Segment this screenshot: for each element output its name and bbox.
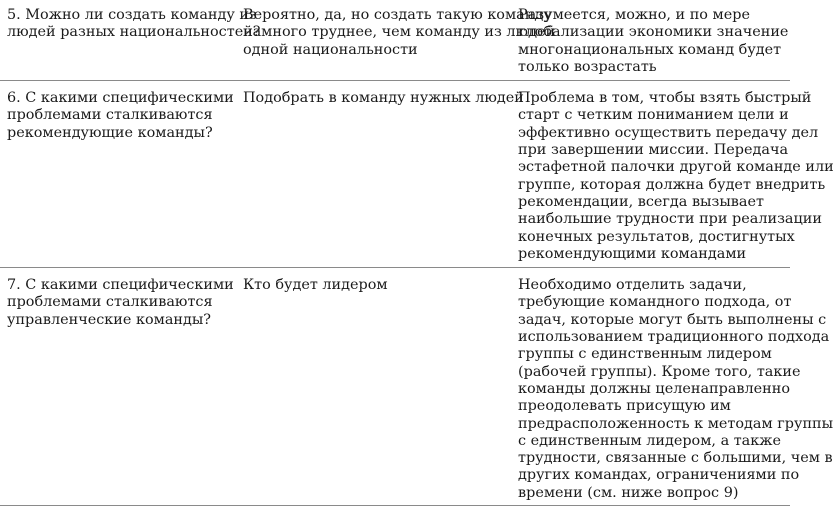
comment-line: других командах, ограничениями по: [518, 467, 800, 484]
table-row: [0, 0, 790, 81]
question-line: проблемами сталкиваются: [7, 107, 213, 124]
comment-cell: [513, 268, 834, 506]
question-line: рекомендующие команды?: [7, 124, 213, 141]
question-cell: [0, 0, 261, 81]
short-answer-line: намного труднее, чем команду из людей: [243, 24, 556, 41]
question-line: 6. С какими специфическими: [7, 90, 234, 107]
short-answer-cell: [237, 268, 513, 506]
comment-line: группе, которая должна будет внедрить: [518, 176, 826, 193]
question-line: управленческие команды?: [7, 311, 212, 328]
comment-line: эстафетной палочки другой команде или: [518, 159, 834, 176]
comment-cell: [513, 81, 834, 268]
comment-line: времени (см. ниже вопрос 9): [518, 484, 739, 501]
comment-line: многонациональных команд будет: [518, 41, 782, 58]
comment-line: рекомендации, всегда вызывает: [518, 193, 764, 210]
short-answer-line: одной национальности: [243, 41, 418, 58]
short-answer-cell: [237, 81, 524, 268]
question-cell: [0, 81, 237, 268]
comment-line: требующие командного подхода, от: [518, 294, 792, 311]
comment-line: преодолевать присущую им: [518, 398, 731, 415]
comment-line: команды должны целенаправленно: [518, 380, 791, 397]
question-line: 7. С какими специфическими: [7, 277, 234, 294]
comment-cell: [513, 0, 790, 81]
comment-line: только возрастать: [518, 58, 657, 75]
comment-line: трудности, связанные с большими, чем в: [518, 450, 833, 467]
comment-line: использованием традиционного подхода: [518, 329, 830, 346]
question-cell: [0, 268, 237, 506]
comment-line: с единственным лидером, а также: [518, 432, 782, 449]
comment-line: эффективно осуществить передачу дел: [518, 124, 819, 141]
comment-line: рекомендующими командами: [518, 245, 747, 262]
short-answer-line: Подобрать в команду нужных людей: [243, 90, 524, 107]
comment-line: (рабочей группы). Кроме того, такие: [518, 363, 801, 380]
short-answer-line: Вероятно, да, но создать такую команду: [243, 7, 552, 23]
comment-line: Проблема в том, чтобы взять быстрый: [518, 90, 812, 107]
table-row: [0, 81, 790, 268]
comment-line: глобализации экономики значение: [518, 24, 789, 41]
table-row: [0, 268, 790, 506]
comment-line: при завершении миссии. Передача: [518, 142, 789, 159]
question-line: проблемами сталкиваются: [7, 294, 213, 311]
comment-line: Разумеется, можно, и по мере: [518, 7, 750, 23]
short-answer-cell: [237, 0, 556, 81]
comment-line: задач, которые могут быть выполнены с: [518, 311, 827, 328]
comment-line: старт с четким пониманием цели и: [518, 107, 789, 124]
question-line: людей разных национальностей?: [7, 24, 261, 41]
comment-line: группы с единственным лидером: [518, 346, 772, 363]
comment-line: Необходимо отделить задачи,: [518, 277, 747, 294]
short-answer-line: Кто будет лидером: [243, 277, 388, 294]
comment-line: конечных результатов, достигнутых: [518, 228, 795, 245]
comment-line: предрасположенность к методам группы: [518, 415, 834, 432]
comment-line: наибольшие трудности при реализации: [518, 211, 822, 228]
question-line: 5. Можно ли создать команду из: [7, 7, 257, 23]
